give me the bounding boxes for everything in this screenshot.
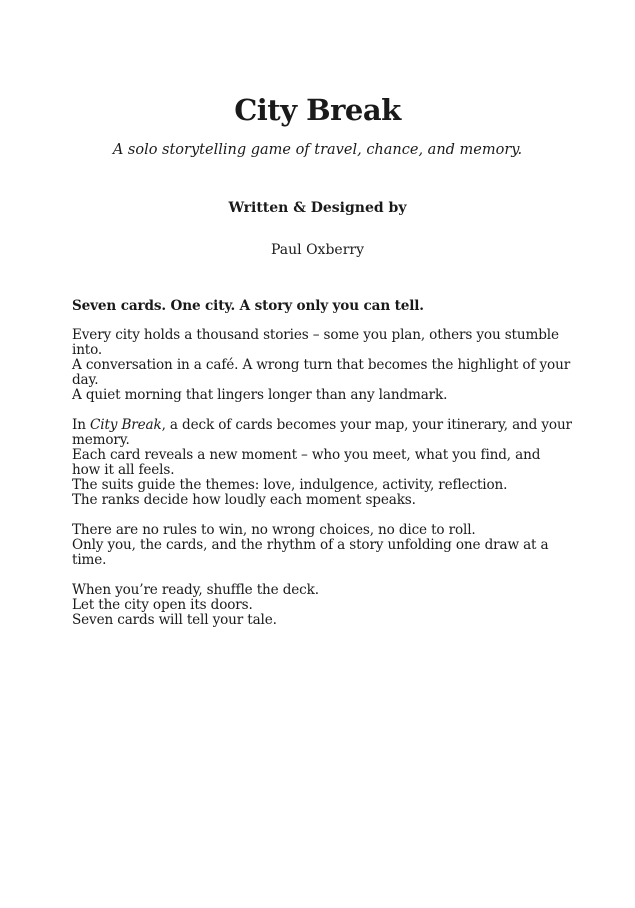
paragraph-closing — [72, 583, 572, 628]
document-subtitle: A solo storytelling game of travel, chance, and memory. — [112, 142, 523, 158]
paragraph-line: The suits guide the themes: love, indulgence, activity, reflection. — [72, 477, 508, 493]
paragraph-line: There are no rules to win, no wrong choices, no dice to roll. — [72, 522, 476, 538]
paragraph-line: Every city holds a thousand stories – some you plan, others you stumble into. — [72, 327, 559, 358]
paragraph-line: A quiet morning that lingers longer than any landmark. — [72, 387, 448, 403]
author-name: Paul Oxberry — [271, 242, 364, 258]
paragraph-intro — [72, 328, 572, 403]
body-text — [72, 299, 572, 643]
paragraph-line: The ranks decide how loudly each moment speaks. — [72, 492, 416, 508]
paragraph-deck — [72, 418, 572, 508]
game-title-italic: City Break — [90, 417, 162, 433]
paragraph-line — [72, 418, 572, 448]
paragraph-line: Let the city open its doors. — [72, 597, 253, 613]
paragraph-line: Seven cards will tell your tale. — [72, 612, 277, 628]
paragraph-rules — [72, 523, 572, 568]
credit-label: Written & Designed by — [228, 200, 407, 216]
text-segment: In — [72, 417, 90, 433]
text-segment: , a deck of cards becomes your map, your itinerary, and your memory. — [72, 417, 572, 448]
document-title: City Break — [234, 93, 401, 127]
paragraph-line: When you’re ready, shuffle the deck. — [72, 582, 319, 598]
paragraph-line: A conversation in a café. A wrong turn that becomes the highlight of your day. — [72, 357, 571, 388]
tagline: Seven cards. One city. A story only you can tell. — [72, 298, 424, 314]
paragraph-line: Each card reveals a new moment – who you meet, what you find, and how it all feels. — [72, 447, 541, 478]
paragraph-line: Only you, the cards, and the rhythm of a story unfolding one draw at a time. — [72, 537, 549, 568]
